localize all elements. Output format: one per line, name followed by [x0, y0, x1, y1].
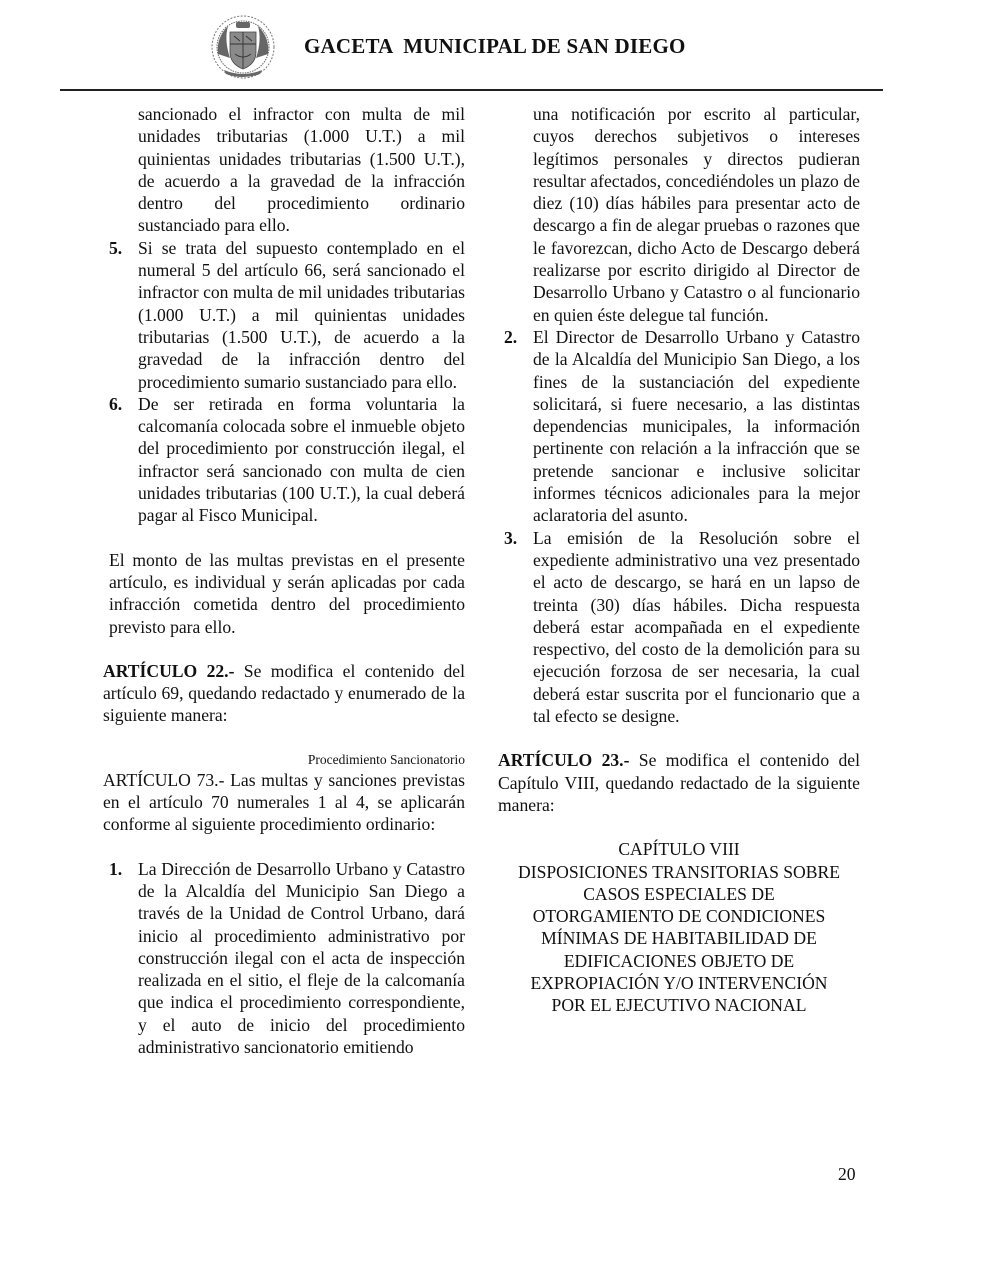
continued-paragraph: sancionado el infractor con multa de mil unidades tributarias (1.000 U.T.) a mil quinientas unidades tributarias (1.500 U.T.), de acuerdo a la gravedad de la infracción dentro del procedimiento ordinario sustanciado para ello. [138, 104, 465, 236]
list-text: La Dirección de Desarrollo Urbano y Catastro de la Alcaldía del Municipio San Diego a través de la Unidad de Control Urbano, dará inicio al procedimiento administrativo por construcción ilegal con el acta de inspección realizada en el sitio, el fleje de la calcomanía que indica el procedimiento correspondiente, y el auto de inicio del procedimiento administrativo sancionatorio emitiendo [138, 858, 465, 1057]
header-divider [60, 89, 883, 91]
list-item [103, 393, 465, 527]
article-23-text: Se modifica el contenido del Capítulo VIII, quedando redactado de la siguiente manera: [498, 750, 860, 815]
list-number: 2. [504, 326, 518, 347]
list-item [103, 858, 465, 1059]
subheading-procedimiento: Procedimiento Sancionatorio [307, 751, 465, 767]
list-number: 1. [109, 858, 123, 879]
list-text: De ser retirada en forma voluntaria la calcomanía colocada sobre el inmueble objeto del procedimiento por construcción ilegal, el infractor será sancionado con multa de cien unidades tributarias (100 U.T.), la cual deberá pagar al Fisco Municipal. [138, 393, 465, 526]
continued-paragraph: una notificación por escrito al particular, cuyos derechos subjetivos o intereses legítimos personales y directos pudieran resultar afectados, concediéndoles un plazo de diez (10) días hábiles para presentar acto de descargo a fin de alegar pruebas o razones que le favorezcan, dicho Acto de Descargo deberá realizarse por escrito dirigido al Director de Desarrollo Urbano y Catastro o al funcionario en quien éste delegue tal función. [533, 104, 860, 325]
article-22-paragraph [103, 660, 465, 727]
chapter-line: OTORGAMIENTO DE CONDICIONES [532, 906, 826, 927]
gazette-title: GACETA MUNICIPAL DE SAN DIEGO [304, 34, 686, 58]
list-item [498, 326, 860, 527]
municipal-seal-icon [210, 14, 276, 80]
article-22-label: ARTÍCULO 22.- [103, 660, 235, 681]
left-column [103, 103, 465, 1058]
chapter-line: POR EL EJECUTIVO NACIONAL [551, 995, 807, 1016]
list-text: El Director de Desarrollo Urbano y Catastro de la Alcaldía del Municipio San Diego, a los fines de la sustanciación del expediente solicitará, si fuere necesario, a las distintas dependencias municipales, la información pertinente con relación a la infracción que se pretende sancionar e inclusive solicitar informes técnicos adicionales para la mejor aclaratoria del asunto. [533, 326, 860, 526]
chapter-line: EXPROPIACIÓN Y/O INTERVENCIÓN [530, 972, 828, 993]
list-item [498, 527, 860, 728]
article-73-paragraph: ARTÍCULO 73.- Las multas y sanciones previstas en el artículo 70 numerales 1 al 4, se aplicarán conforme al siguiente procedimiento ordinario: [103, 769, 465, 835]
page-header [0, 0, 990, 92]
list-number: 5. [109, 237, 123, 258]
chapter-line: CASOS ESPECIALES DE [583, 883, 775, 904]
monto-paragraph: El monto de las multas previstas en el presente artículo, es individual y serán aplicadas por cada infracción cometida dentro del procedimiento previsto para ello. [109, 549, 465, 637]
list-item [103, 237, 465, 393]
chapter-line: EDIFICACIONES OBJETO DE [563, 950, 795, 971]
list-number: 6. [109, 393, 123, 414]
right-column [498, 103, 860, 1017]
page-number: 20 [838, 1164, 856, 1184]
list-text: La emisión de la Resolución sobre el expediente administrativo una vez presentado el acto de descargo, se hará en un lapso de treinta (30) días hábiles. Dicha respuesta deberá estar acompañada en el expediente respectivo, del costo de la demolición para su ejecución forzosa de ser necesaria, la cual deberá estar suscrita por el funcionario que a tal efecto se designe. [533, 527, 860, 727]
article-23-label: ARTÍCULO 23.- [498, 750, 630, 771]
chapter-heading [498, 838, 860, 1016]
chapter-line: MÍNIMAS DE HABITABILIDAD DE [541, 928, 817, 949]
chapter-line: CAPÍTULO VIII [618, 839, 740, 860]
list-text: Si se trata del supuesto contemplado en el numeral 5 del artículo 66, será sancionado el infractor con multa de mil unidades tributarias (1.000 U.T.) a mil quinientas unidades tributarias (1.500 U.T.), de acuerdo a la gravedad de la infracción dentro del procedimiento sumario sustanciado para ello. [138, 237, 465, 392]
list-number: 3. [504, 527, 518, 548]
chapter-line: DISPOSICIONES TRANSITORIAS SOBRE [518, 861, 840, 882]
article-23-paragraph [498, 749, 860, 816]
article-22-text: Se modifica el contenido del artículo 69, quedando redactado y enumerado de la siguiente manera: [103, 660, 465, 726]
